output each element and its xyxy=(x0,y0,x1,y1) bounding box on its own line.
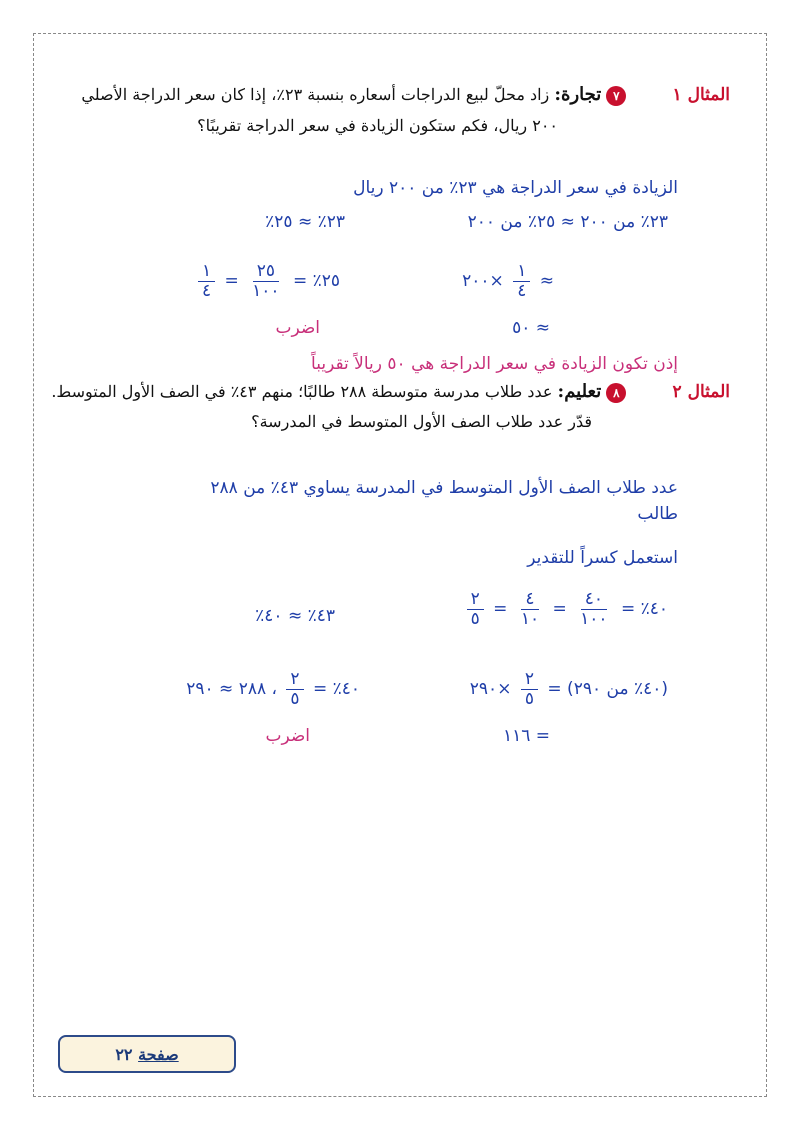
example1-question-line1: زاد محلّ لبيع الدراجات أسعاره بنسبة ٢٣٪، إذا كان سعر الدراجة الأصلي xyxy=(81,85,550,104)
ex2-solution-line1: عدد طلاب الصف الأول المتوسط في المدرسة يساوي ٤٣٪ من ٢٨٨ xyxy=(210,478,678,498)
fraction: $\frac{٤٠}{١٠٠}$ xyxy=(580,589,608,629)
example1-topic: تجارة xyxy=(561,84,602,105)
example1-question-line2: ٢٠٠ ريال، فكم ستكون الزيادة في سعر الدراجة تقريبًا؟ xyxy=(197,116,558,135)
fraction: $\frac{٢}{٥}$ xyxy=(521,670,538,708)
example2-number-badge: ٨ xyxy=(606,383,626,403)
ex1-solution-line1: الزيادة في سعر الدراجة هي ٢٣٪ من ٢٠٠ ريال xyxy=(353,178,678,198)
fraction: $\frac{٤}{١٠}$ xyxy=(520,589,540,629)
example1-label: المثال ١ xyxy=(672,85,730,105)
page-number xyxy=(60,1045,234,1064)
ex1-result: ≈ ٥٠ xyxy=(512,318,550,338)
ex1-round-left: ٢٣٪ ≈ ٢٥٪ xyxy=(265,212,345,232)
fraction: $\frac{١}{٤}$ xyxy=(513,262,530,300)
ex2-round-left: ٤٣٪ ≈ ٤٠٪ xyxy=(255,606,335,626)
ex2-solution-line2: استعمل كسراً للتقدير xyxy=(527,548,678,568)
ex2-round-expression: ٤٠٪ = $\frac{٢}{٥}$ ، ٢٨٨ ≈ ٢٩٠ xyxy=(186,669,360,709)
fraction: $\frac{٢٥}{١٠٠}$ xyxy=(252,261,280,301)
fraction: $\frac{٢}{٥}$ xyxy=(467,590,484,628)
ex1-round-right: ٢٣٪ من ٢٠٠ ≈ ٢٥٪ من ٢٠٠ xyxy=(467,212,668,232)
ex1-conclusion: إذن تكون الزيادة في سعر الدراجة هي ٥٠ ريالاً تقريباً xyxy=(311,354,678,374)
ex2-operation: اضرب xyxy=(265,726,310,746)
ex2-multiply-expression: (٤٠٪ من ٢٩٠) = $\frac{٢}{٥}$ ×٢٩٠ xyxy=(469,669,668,709)
ex1-multiply-expression: ≈ $\frac{١}{٤}$ ×٢٠٠ xyxy=(462,261,554,301)
example2-label: المثال ٢ xyxy=(672,382,730,402)
example2-question-line2: قدّر عدد طلاب الصف الأول المتوسط في المدرسة؟ xyxy=(251,412,592,431)
fraction: $\frac{١}{٤}$ xyxy=(198,262,215,300)
ex2-result: = ١١٦ xyxy=(502,726,550,746)
example1-header: المثال ١ ٧ تجارة: زاد محلّ لبيع الدراجات أسعاره بنسبة ٢٣٪، إذا كان سعر الدراجة الأصلي xyxy=(81,84,730,105)
ex2-solution-line1b: طالب xyxy=(637,504,678,524)
fraction: $\frac{٢}{٥}$ xyxy=(286,670,303,708)
example2-question-line1: عدد طلاب مدرسة متوسطة ٢٨٨ طالبًا؛ منهم ٤٣٪ في الصف الأول المتوسط. xyxy=(51,382,553,401)
page-label: صفحة xyxy=(138,1045,179,1064)
example2-topic: تعليم xyxy=(564,381,602,402)
example1-number-badge: ٧ xyxy=(606,86,626,106)
page-number-box xyxy=(58,1035,236,1073)
ex2-fraction-chain: ٤٠٪ = $\frac{٤٠}{١٠٠}$ = $\frac{٤}{١٠}$ = $\frac{٢}{٥}$ xyxy=(463,590,668,628)
page-value: ٢٢ xyxy=(115,1045,133,1064)
example2-header: المثال ٢ ٨ تعليم: عدد طلاب مدرسة متوسطة ٢٨٨ طالبًا؛ منهم ٤٣٪ في الصف الأول المتوسط. xyxy=(51,381,730,402)
ex1-operation: اضرب xyxy=(275,318,320,338)
ex1-fraction-expression: ٢٥٪ = $\frac{٢٥}{١٠٠}$ = $\frac{١}{٤}$ xyxy=(194,262,340,300)
